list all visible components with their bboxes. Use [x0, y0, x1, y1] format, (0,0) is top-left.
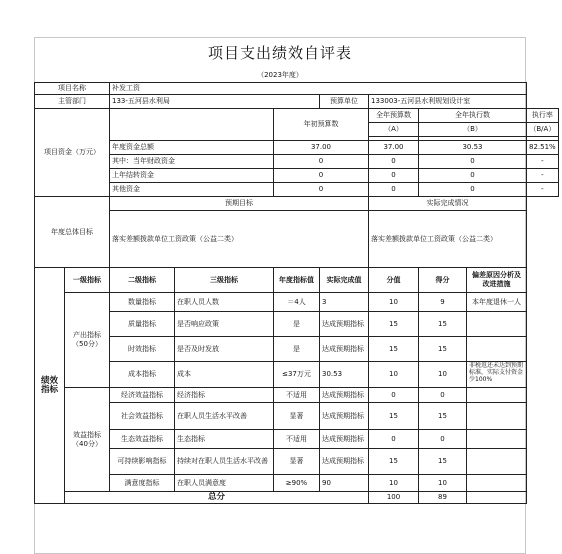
dept-label: 主管部门: [35, 95, 110, 109]
full-budget-header: 全年预算数: [369, 109, 419, 123]
output-indicator-label: 产出指标（50分）: [65, 293, 110, 388]
indicator-row: 效益指标（40分） 经济效益指标 经济指标 不适用 达成预期指标 0 0: [35, 388, 559, 403]
indicator-row: 满意度指标 在职人员满意度 ≥90% 90 10 10: [35, 475, 559, 492]
indicator-row: 成本指标 成本 ≤37万元 30.53 10 10 非税返还未达到预期标准，实际支付资金少100%: [35, 362, 559, 388]
funds-row: 年度资金总额 37.00 37.00 30.53 82.51%: [35, 141, 559, 155]
level2-header: 二级指标: [110, 268, 175, 293]
level3-header: 三级指标: [175, 268, 274, 293]
initial-budget-header: 年初预算数: [274, 109, 369, 141]
funds-row: 上年结转资金 0 0 0 -: [35, 169, 559, 183]
annual-goal-label: 年度总体目标: [35, 197, 110, 268]
target-header: 年度指标值: [274, 268, 320, 293]
evaluation-table: [34, 82, 559, 504]
indicator-row: 产出指标（50分） 数量指标 在职人员人数 ＝4人 3 10 9 本年度退休一人: [35, 293, 559, 312]
funds-row: 其他资金 0 0 0 -: [35, 183, 559, 197]
total-score: 100: [369, 492, 419, 504]
reason-header: 偏差原因分析及改进措施: [467, 268, 527, 293]
total-got: 89: [419, 492, 467, 504]
expected-goal-header: 预期目标: [110, 197, 369, 211]
funds-blank: [110, 109, 274, 141]
indicator-row: 生态效益指标 生态指标 不适用 达成预期指标 0 0: [35, 430, 559, 449]
actual-goal-header: 实际完成情况: [369, 197, 527, 211]
got-header: 得分: [419, 268, 467, 293]
rate-code: （B/A）: [527, 123, 559, 137]
executed-header: 全年执行数: [419, 109, 527, 123]
level1-header: 一级指标: [65, 268, 110, 293]
actual-header: 实际完成值: [320, 268, 369, 293]
perf-label: 绩效指标: [35, 268, 65, 504]
indicator-row: 时效指标 是否及时发放 是 达成预期指标 15 15: [35, 337, 559, 362]
full-budget-code: （A）: [369, 123, 419, 137]
page-title: 项目支出绩效自评表: [207, 44, 352, 62]
dept-value: 133-五河县水利局: [110, 95, 320, 109]
total-label: 总分: [65, 492, 369, 504]
report-year: （2023年度）: [257, 71, 303, 79]
effect-indicator-label: 效益指标（40分）: [65, 388, 110, 492]
indicator-row: 质量指标 是否响应政策 是 达成预期指标 15 15: [35, 312, 559, 337]
total-reason-blank: [467, 492, 527, 504]
indicator-row: 社会效益指标 在职人员生活水平改善 显著 达成预期指标 15 15: [35, 403, 559, 430]
executed-code: （B）: [419, 123, 527, 137]
rate-header: 执行率: [527, 109, 559, 123]
indicator-row: 可持续影响指标 持续对在职人员生活水平改善 显著 达成预期指标 15 15: [35, 449, 559, 475]
funds-row: 其中：当年财政资金 0 0 0 -: [35, 155, 559, 169]
score-header: 分值: [369, 268, 419, 293]
project-name-label: 项目名称: [35, 83, 110, 95]
expected-goal-text: 落实差额拨款单位工资政策（公益二类）: [110, 211, 369, 268]
unit-value: 133003-五河县水利规划设计室: [369, 95, 527, 109]
unit-label: 预算单位: [320, 95, 369, 109]
actual-goal-text: 落实差额拨款单位工资政策（公益二类）: [369, 211, 527, 268]
project-name-value: 补发工资: [110, 83, 527, 95]
funds-label: 项目资金（万元）: [35, 109, 110, 197]
